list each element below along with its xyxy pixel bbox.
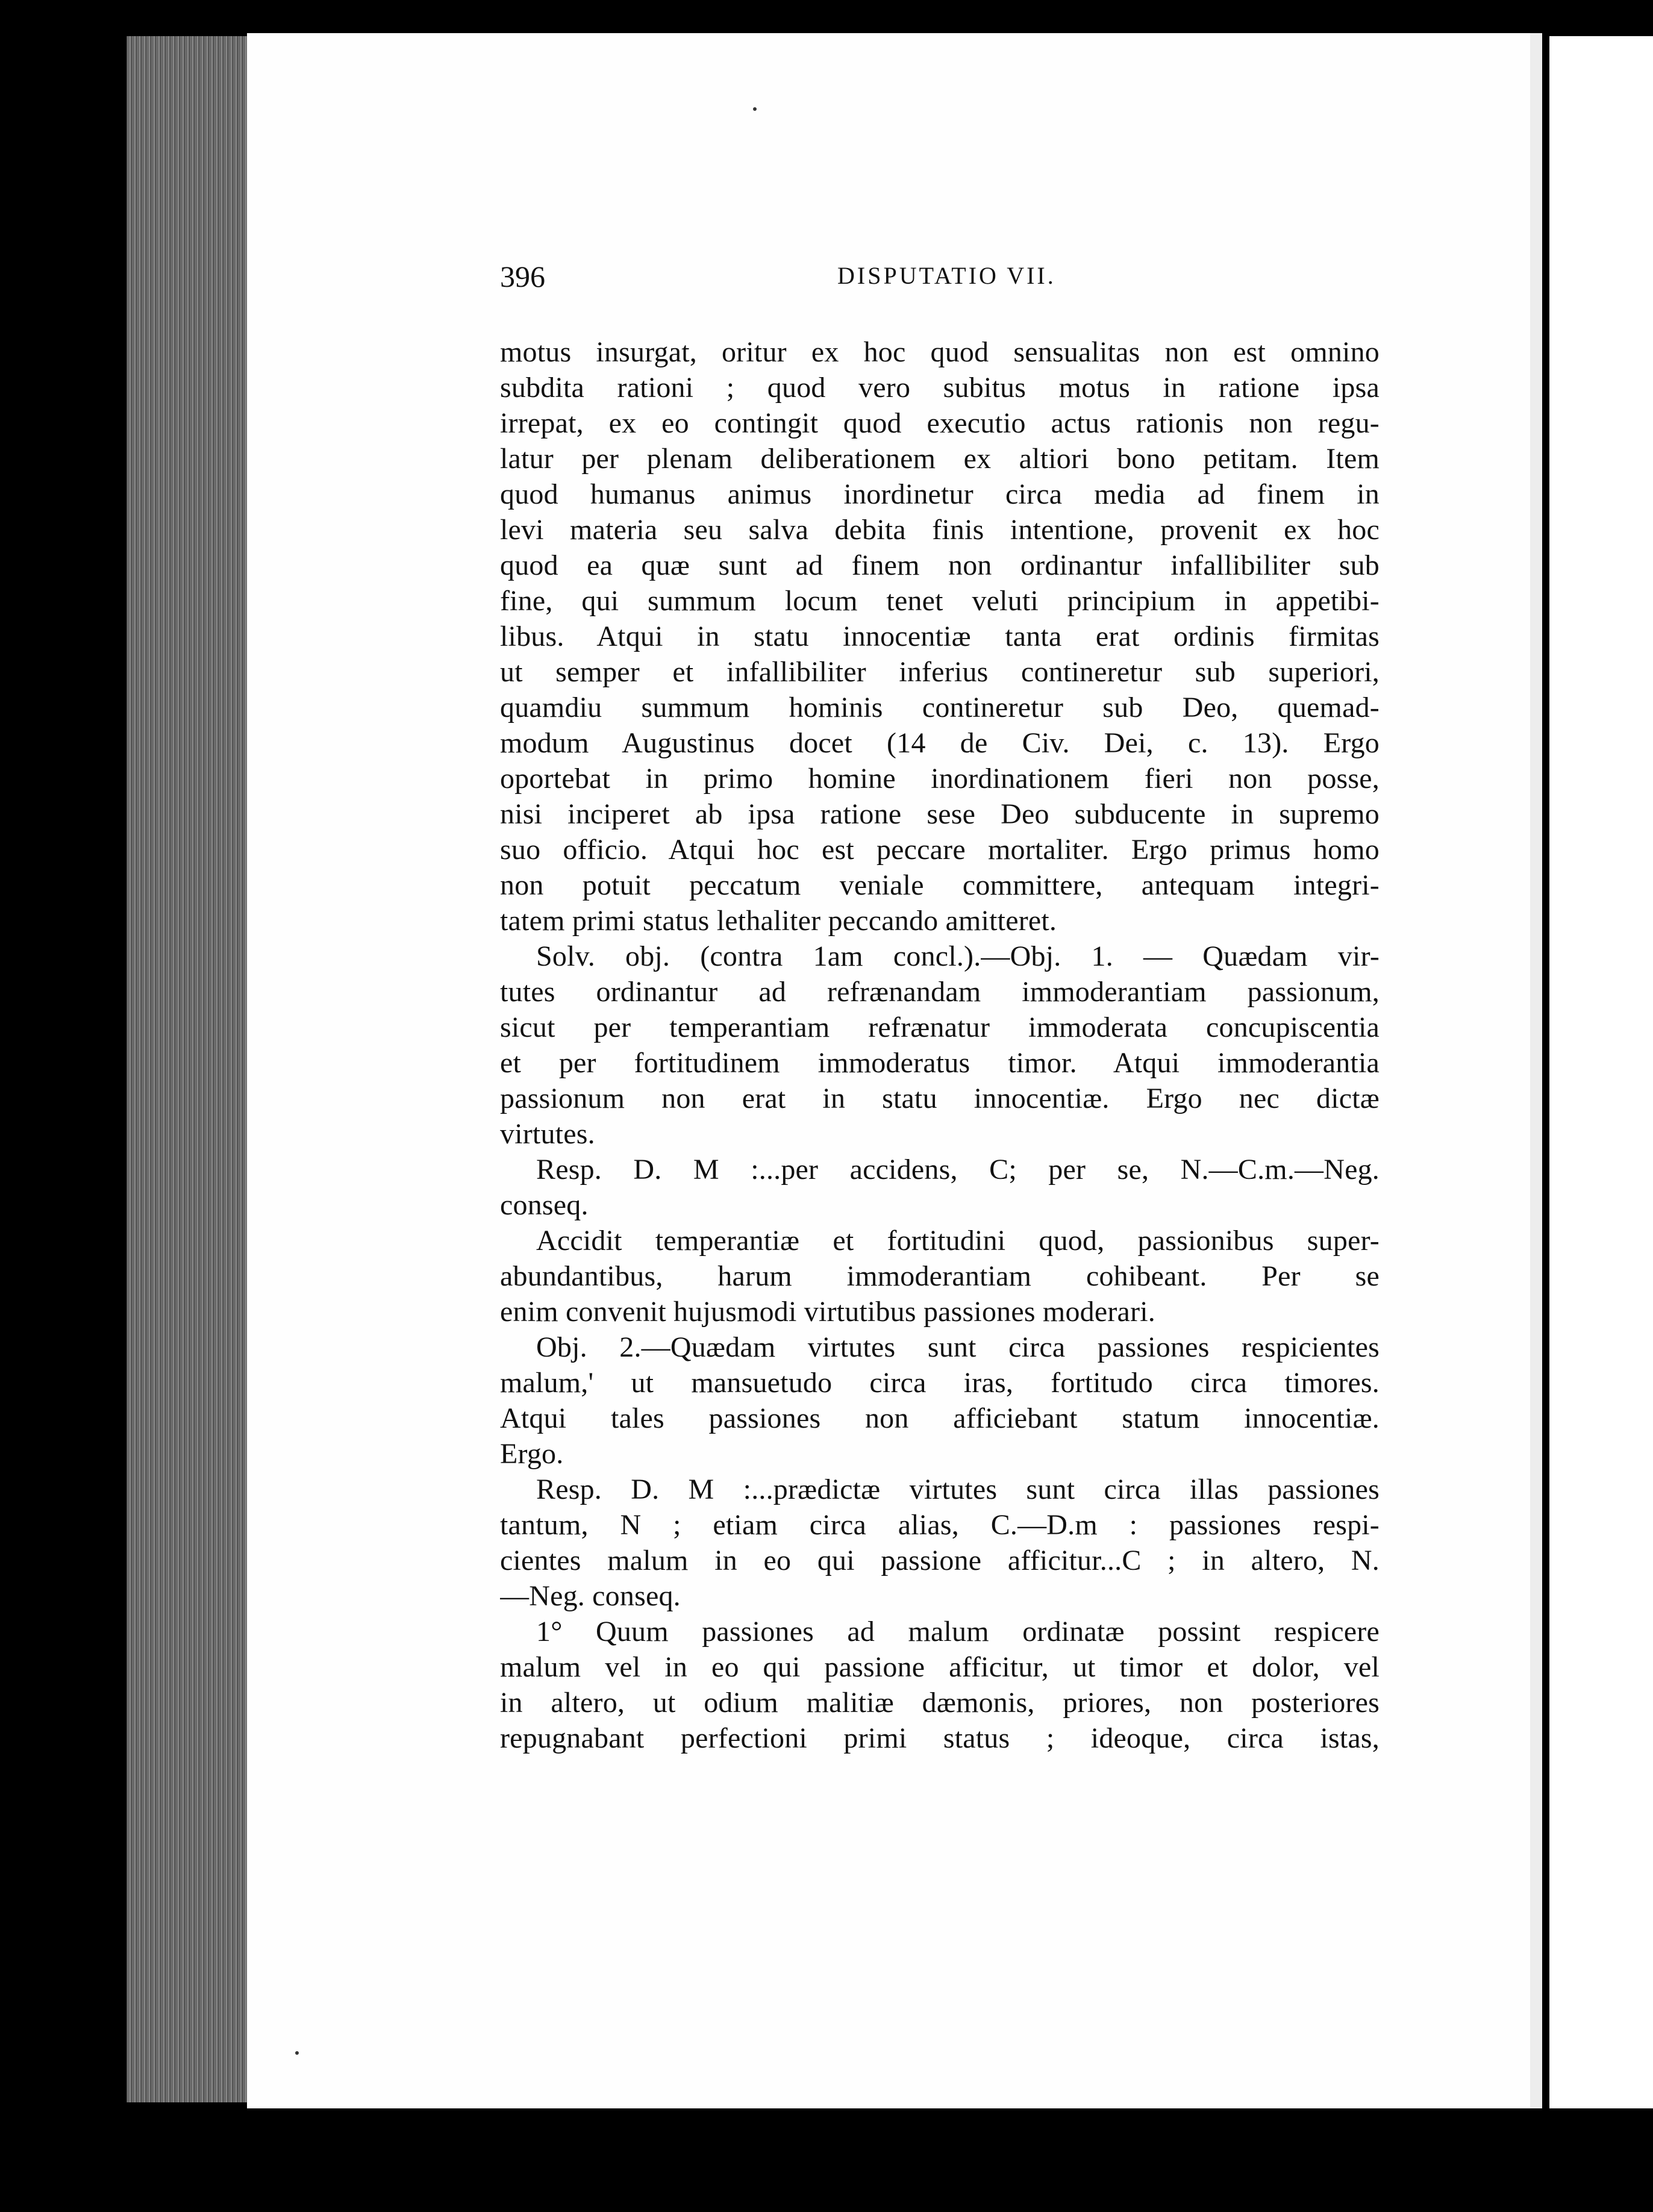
text-line: libus. Atqui in statu innocentiæ tanta erat ordinis firmitas bbox=[500, 620, 1380, 652]
text-line: malum vel in eo qui passione afficitur, ut timor et dolor, vel bbox=[500, 1651, 1380, 1683]
text-line: Accidit temperantiæ et fortitudini quod, passionibus super- bbox=[536, 1225, 1380, 1257]
text-line: modum Augustinus docet (14 de Civ. Dei, c. 13). Ergo bbox=[500, 727, 1380, 759]
text-line: quamdiu summum hominis contineretur sub Deo, quemad- bbox=[500, 692, 1380, 723]
text-line: abundantibus, harum immoderantiam cohibeant. Per se bbox=[500, 1260, 1380, 1292]
text-line: suo officio. Atqui hoc est peccare mortaliter. Ergo primus homo bbox=[500, 834, 1380, 866]
page-edge-shadow bbox=[1530, 33, 1542, 2108]
text-line: latur per plenam deliberationem ex altiori bono petitam. Item bbox=[500, 443, 1380, 475]
text-line: fine, qui summum locum tenet veluti principium in appetibi- bbox=[500, 585, 1380, 617]
speck bbox=[295, 2051, 299, 2055]
page-number: 396 bbox=[500, 260, 545, 293]
text-line: tutes ordinantur ad refrænandam immoderantiam passionum, bbox=[500, 976, 1380, 1008]
text-line: virtutes. bbox=[500, 1118, 595, 1150]
text-line: Solv. obj. (contra 1am concl.).—Obj. 1. — Quædam vir- bbox=[536, 940, 1380, 972]
scanned-book-binding bbox=[127, 36, 247, 2102]
text-line: Resp. D. M :...prædictæ virtutes sunt circa illas passiones bbox=[536, 1473, 1380, 1505]
text-line: levi materia seu salva debita finis intentione, provenit ex hoc bbox=[500, 514, 1380, 546]
text-line: Ergo. bbox=[500, 1438, 564, 1470]
text-line: passionum non erat in statu innocentiæ. Ergo nec dictæ bbox=[500, 1083, 1380, 1114]
page-header bbox=[500, 259, 1380, 301]
text-line: conseq. bbox=[500, 1189, 589, 1221]
text-line: tatem primi status lethaliter peccando amitteret. bbox=[500, 905, 1057, 937]
text-line: irrepat, ex eo contingit quod executio actus rationis non regu- bbox=[500, 407, 1380, 439]
text-line: in altero, ut odium malitiæ dæmonis, priores, non posteriores bbox=[500, 1687, 1380, 1719]
text-line: non potuit peccatum veniale committere, antequam integri- bbox=[500, 869, 1380, 901]
text-line: —Neg. conseq. bbox=[500, 1580, 681, 1612]
scan-border bbox=[1542, 36, 1549, 2108]
text-line: Obj. 2.—Quædam virtutes sunt circa passiones respicientes bbox=[536, 1331, 1380, 1363]
text-line: quod humanus animus inordinetur circa media ad finem in bbox=[500, 478, 1380, 510]
text-line: repugnabant perfectioni primi status ; ideoque, circa istas, bbox=[500, 1722, 1380, 1754]
running-head: DISPUTATIO VII. bbox=[837, 262, 1056, 289]
text-line: subdita rationi ; quod vero subitus motus in ratione ipsa bbox=[500, 372, 1380, 404]
text-line: enim convenit hujusmodi virtutibus passiones moderari. bbox=[500, 1296, 1155, 1328]
text-line: 1° Quum passiones ad malum ordinatæ possint respicere bbox=[536, 1616, 1380, 1648]
text-line: oportebat in primo homine inordinationem fieri non posse, bbox=[500, 763, 1380, 795]
text-line: nisi inciperet ab ipsa ratione sese Deo subducente in supremo bbox=[500, 798, 1380, 830]
text-line: cientes malum in eo qui passione afficitur...C ; in altero, N. bbox=[500, 1545, 1380, 1576]
scan-margin bbox=[1549, 36, 1653, 2108]
text-line: Resp. D. M :...per accidens, C; per se, N.—C.m.—Neg. bbox=[536, 1154, 1380, 1186]
text-line: tantum, N ; etiam circa alias, C.—D.m : passiones respi- bbox=[500, 1509, 1380, 1541]
text-line: Atqui tales passiones non afficiebant statum innocentiæ. bbox=[500, 1402, 1380, 1434]
text-line: quod ea quæ sunt ad finem non ordinantur infallibiliter sub bbox=[500, 549, 1380, 581]
text-line: ut semper et infallibiliter inferius contineretur sub superiori, bbox=[500, 656, 1380, 688]
text-line: motus insurgat, oritur ex hoc quod sensualitas non est omnino bbox=[500, 336, 1380, 368]
text-line: malum,' ut mansuetudo circa iras, fortitudo circa timores. bbox=[500, 1367, 1380, 1399]
text-line: et per fortitudinem immoderatus timor. Atqui immoderantia bbox=[500, 1047, 1380, 1079]
text-line: sicut per temperantiam refrænatur immoderata concupiscentia bbox=[500, 1011, 1380, 1043]
speck bbox=[753, 107, 757, 111]
body-text bbox=[500, 334, 1380, 1756]
